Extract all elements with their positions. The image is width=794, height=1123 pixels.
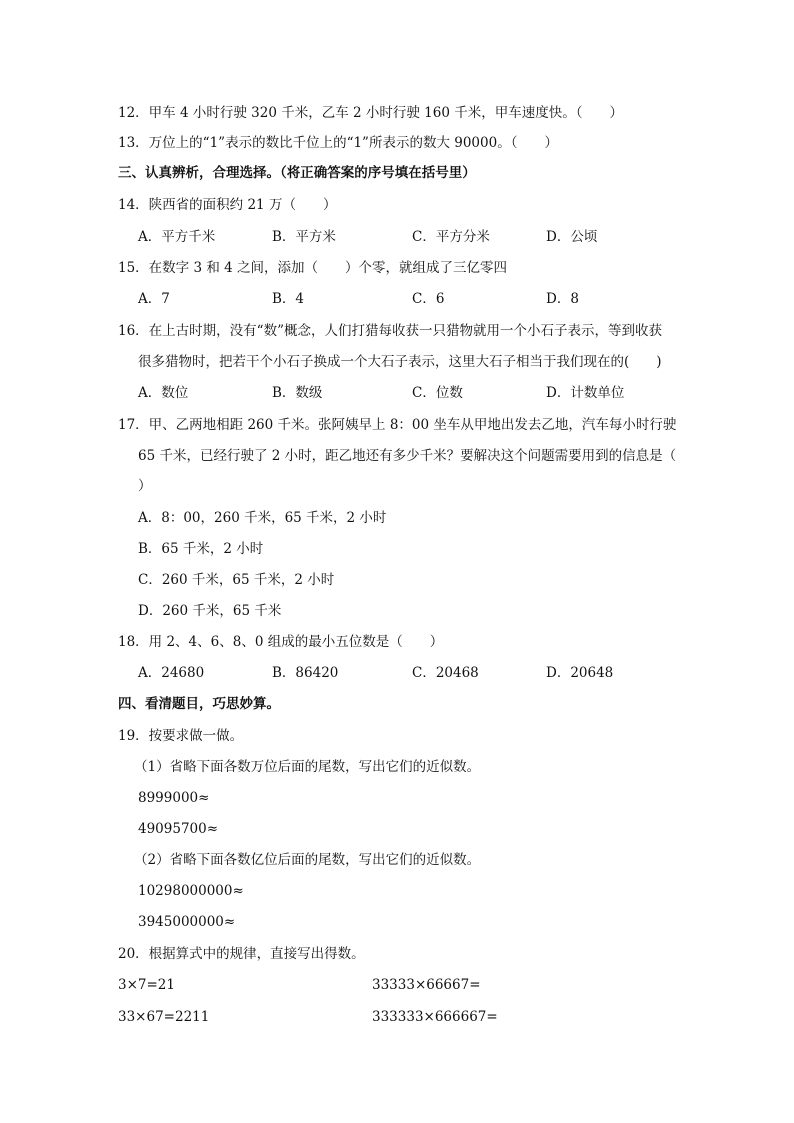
- q19-sub-2-item-1: 10298000000≈: [138, 883, 244, 899]
- q17-option-d: D．260 千米，65 千米: [138, 603, 282, 619]
- q19-sub-1: （1）省略下面各数万位后面的尾数，写出它们的近似数。: [134, 759, 481, 775]
- q17-option-c: C．260 千米，65 千米，2 小时: [138, 572, 335, 588]
- q14-option-d: D．公顷: [546, 229, 598, 245]
- question-18: 18．用 2、4、6、8、0 组成的最小五位数是（ ）: [118, 634, 444, 650]
- question-14: 14．陕西省的面积约 21 万（ ）: [118, 197, 337, 213]
- question-13: 13．万位上的“1”表示的数比千位上的“1”所表示的数大 90000。（ ）: [118, 135, 558, 151]
- q14-option-b: B．平方米: [272, 229, 336, 245]
- question-17-line-3: ）: [138, 478, 152, 494]
- q17-option-a: A．8：00，260 千米，65 千米，2 小时: [138, 510, 387, 526]
- q19-sub-2: （2）省略下面各数亿位后面的尾数，写出它们的近似数。: [134, 852, 481, 868]
- q15-option-d: D．8: [546, 291, 579, 307]
- q16-option-b: B．数级: [272, 385, 323, 401]
- q19-sub-1-item-2: 49095700≈: [138, 821, 219, 837]
- q20-right-2: 333333×666667=: [372, 1009, 498, 1025]
- q16-option-c: C．位数: [412, 385, 463, 401]
- q20-right-1: 33333×66667=: [372, 977, 481, 993]
- q15-option-b: B．4: [272, 291, 305, 307]
- section-4-heading: 四、看清题目，巧思妙算。: [118, 696, 280, 712]
- q17-option-b: B．65 千米，2 小时: [138, 541, 264, 557]
- question-17-line-2: 65 千米，已经行驶了 2 小时，距乙地还有多少千米？要解决这个问题需要用到的信息是（: [138, 448, 677, 464]
- q18-option-a: A．24680: [138, 665, 205, 681]
- question-12: 12．甲车 4 小时行驶 320 千米，乙车 2 小时行驶 160 千米，甲车速度快。（ ）: [118, 105, 623, 121]
- question-20: 20．根据算式中的规律，直接写出得数。: [118, 946, 365, 962]
- q16-option-d: D．计数单位: [546, 385, 625, 401]
- question-16-line-2: 很多猎物时，把若干个小石子换成一个大石子表示，这里大石子相当于我们现在的( ): [138, 354, 662, 370]
- q14-option-a: A．平方千米: [138, 229, 216, 245]
- question-16-line-1: 16．在上古时期，没有“数”概念，人们打猎每收获一只猎物就用一个小石子表示，等到收获: [118, 323, 662, 339]
- q19-sub-1-item-1: 8999000≈: [138, 790, 210, 806]
- section-3-heading: 三、认真辨析，合理选择。（将正确答案的序号填在括号里）: [118, 165, 476, 181]
- q15-option-c: C．6: [412, 291, 445, 307]
- q15-option-a: A．7: [138, 291, 170, 307]
- q14-option-c: C．平方分米: [412, 229, 490, 245]
- question-17-line-1: 17．甲、乙两地相距 260 千米。张阿姨早上 8：00 坐车从甲地出发去乙地，汽车每小时行驶: [118, 417, 677, 433]
- q19-sub-2-item-2: 3945000000≈: [138, 914, 236, 930]
- q20-left-1: 3×7=21: [118, 977, 175, 993]
- q18-option-b: B．86420: [272, 665, 339, 681]
- q18-option-d: D．20648: [546, 665, 614, 681]
- q20-left-2: 33×67=2211: [118, 1009, 210, 1025]
- q18-option-c: C．20468: [412, 665, 479, 681]
- question-15: 15．在数字 3 和 4 之间，添加（ ）个零，就组成了三亿零四: [118, 260, 508, 276]
- question-19: 19．按要求做一做。: [118, 728, 244, 744]
- q16-option-a: A．数位: [138, 385, 189, 401]
